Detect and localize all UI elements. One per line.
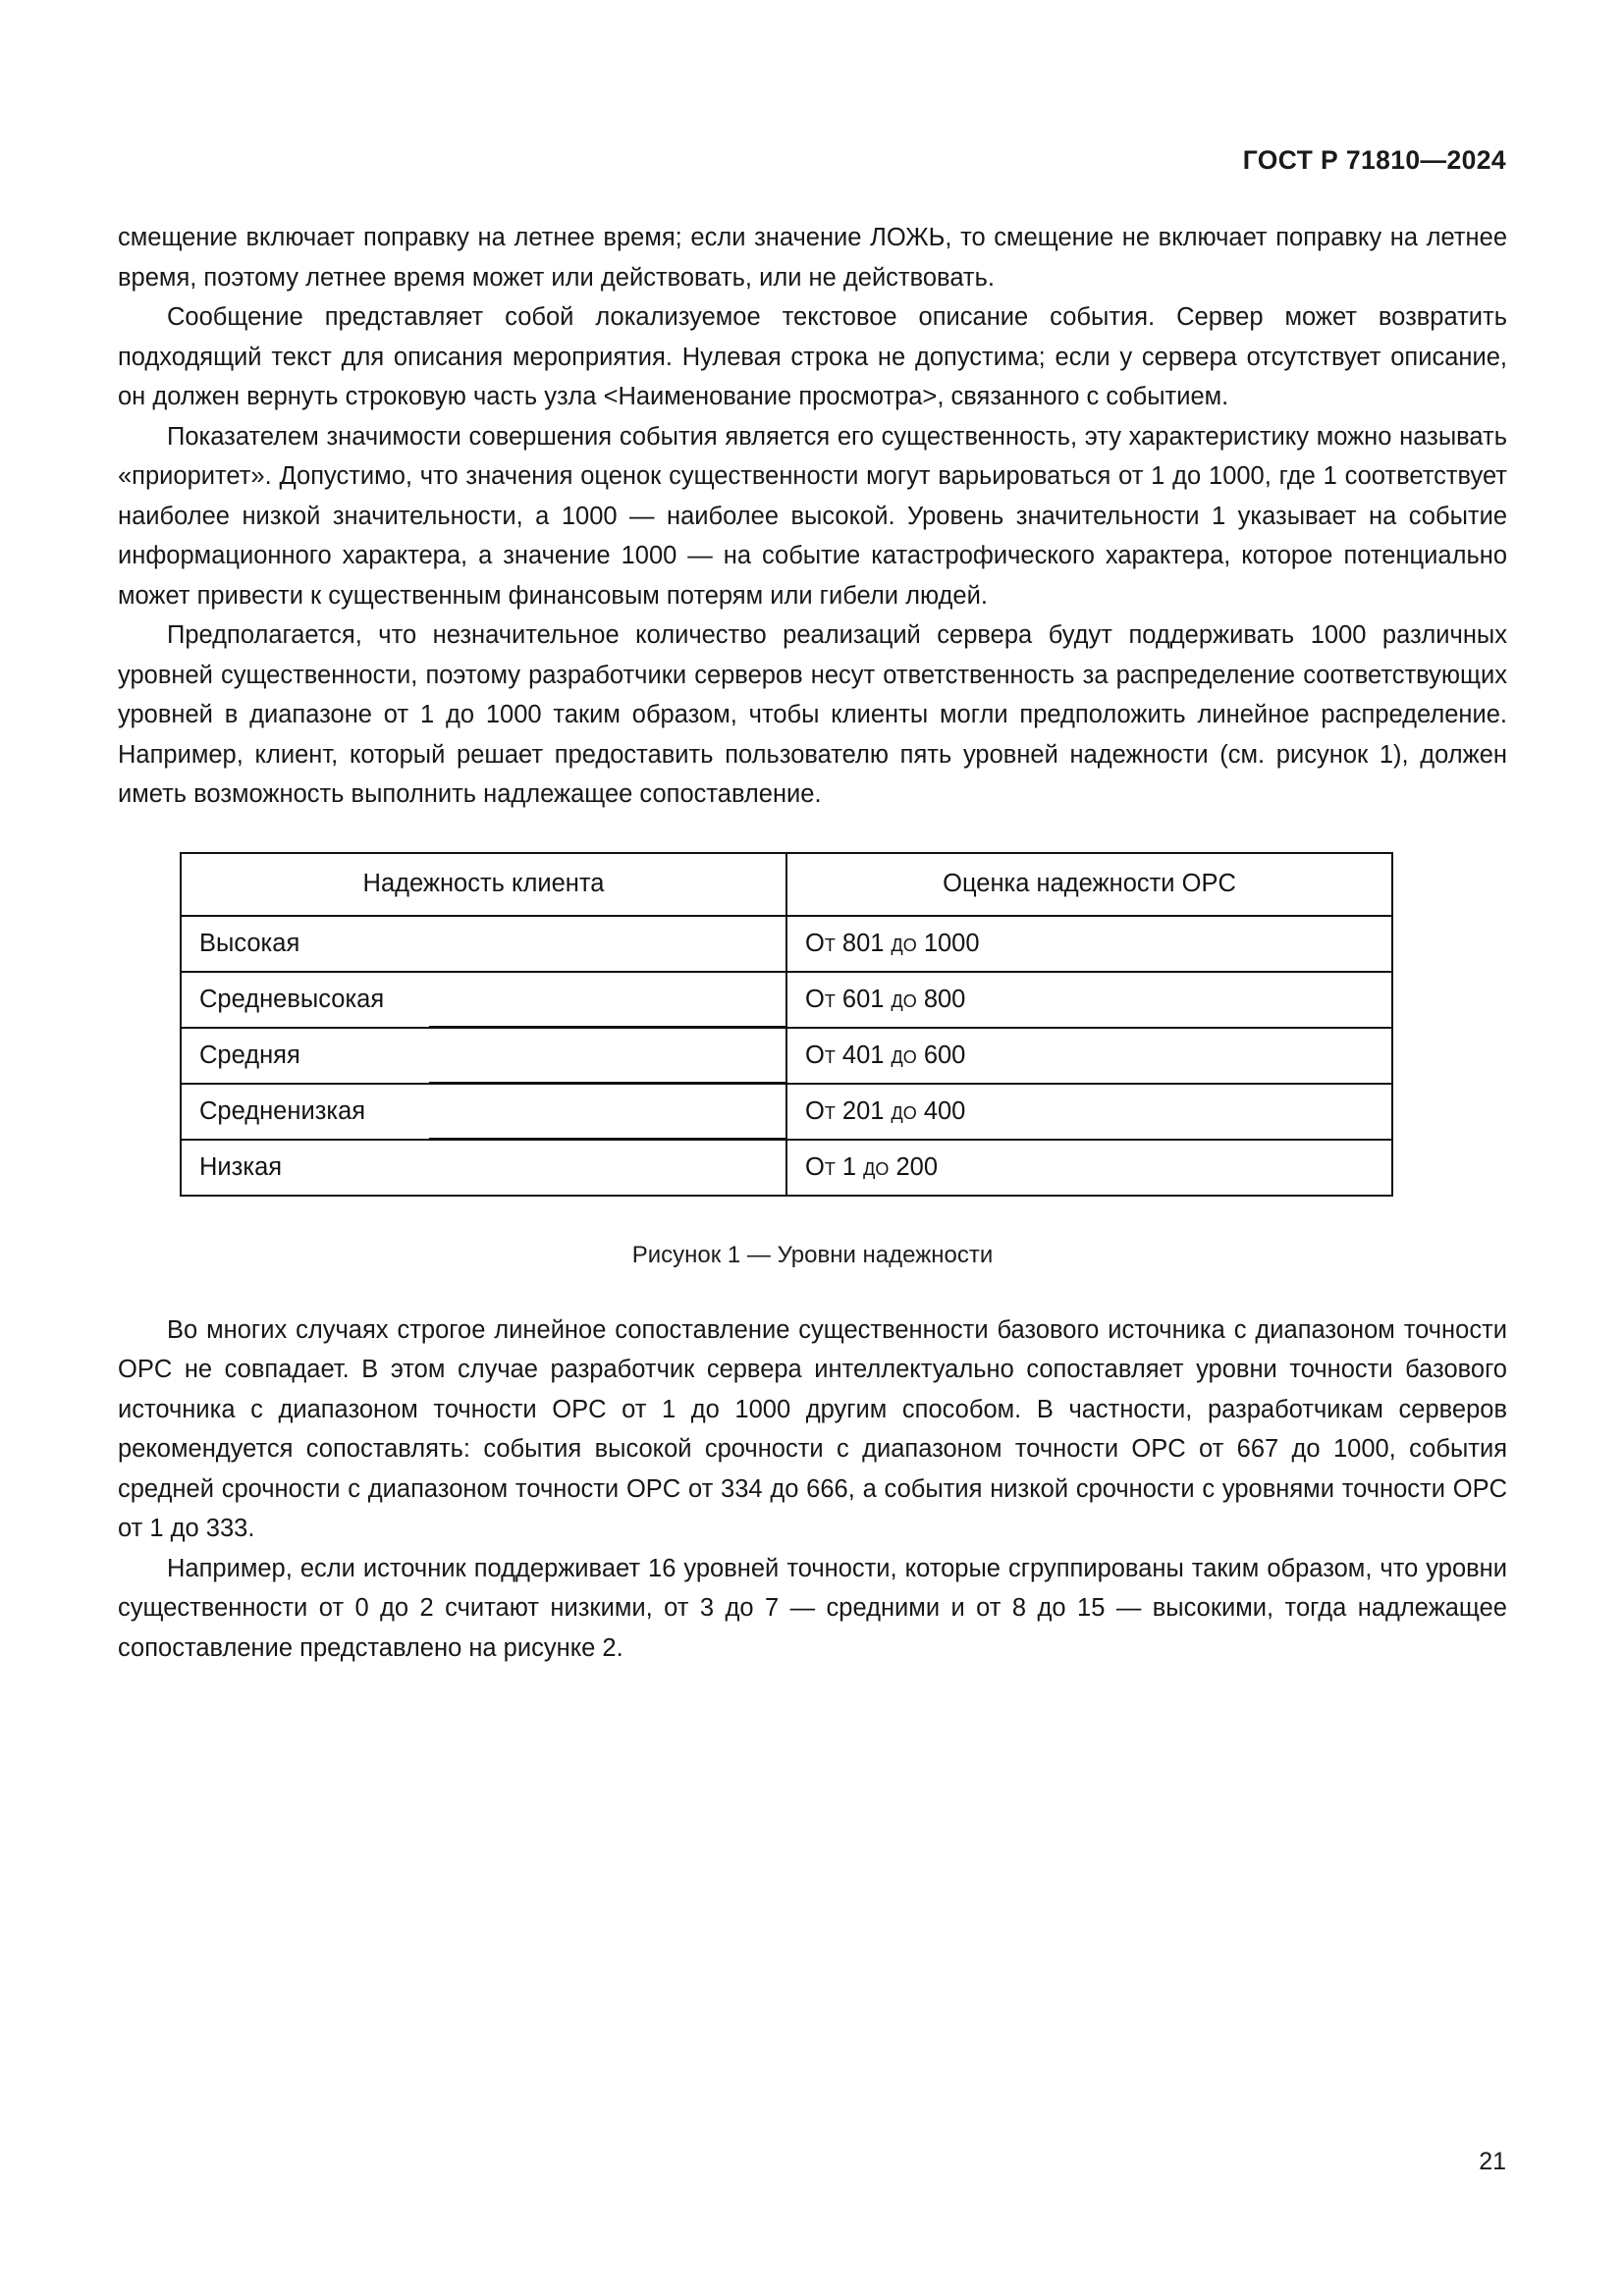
page-content: [118, 218, 1507, 1668]
cell-level-name: Средневысокая: [181, 972, 786, 1028]
paragraph-linear-mapping: Во многих случаях строгое линейное сопоставление существенности базового источника с диапазоном точности OPC не совпадает. В этом случае разработчик сервера интеллектуально сопоставляет уровни точности базового источника с диапазоном точности OPC от 1 до 1000 другим способом. В частности, разработчикам серверов рекомендуется сопоставлять: события высокой срочности с диапазоном точности OPC от 667 до 1000, события средней срочности с диапазоном точности OPC от 334 до 666, а события низкой срочности с уровнями точности OPC от 1 до 333.: [118, 1315, 1507, 1542]
figure-caption: Рисунок 1 — Уровни надежности: [631, 1241, 994, 1268]
column-header-client-reliability: Надежность клиента: [181, 853, 786, 916]
cell-level-name: Низкая: [181, 1140, 786, 1196]
cell-level-name: Высокая: [181, 916, 786, 972]
post-figure-text: [118, 1310, 1507, 1669]
cell-level-name: Средняя: [181, 1028, 786, 1084]
cell-level-range: От 801 до 1000: [786, 916, 1392, 972]
cell-level-range: От 201 до 400: [786, 1084, 1392, 1140]
table-row: [181, 972, 1392, 1028]
paragraph-severity-indicator: Показателем значимости совершения события является его существенность, эту характеристику можно называть «приоритет». Допустимо, что значения оценок существенности могут варьироваться от 1 до 1000, где 1 соответствует наиболее низкой значительности, а 1000 — наиболее высокой. Уровень значительности 1 указывает на событие информационного характера, а значение 1000 — на событие катастрофического характера, которое потенциально может привести к существенным финансовым потерям или гибели людей.: [118, 422, 1507, 610]
cell-level-name: Средненизкая: [181, 1084, 786, 1140]
paragraph-message-description: Сообщение представляет собой локализуемое текстовое описание события. Сервер может возвратить подходящий текст для описания мероприятия. Нулевая строка не допустима; если у сервера отсутствует описание, он должен вернуть строковую часть узла <Наименование просмотра>, связанного с событием.: [118, 303, 1507, 410]
paragraph-sixteen-levels-example: Например, если источник поддерживает 16 уровней точности, которые сгруппированы таким образом, что уровни существенности от 0 до 2 считают низкими, от 3 до 7 — средними и от 8 до 15 — высокими, тогда надлежащее сопоставление представлено на рисунке 2.: [118, 1554, 1507, 1662]
table-row: [181, 1084, 1392, 1140]
table-header-row: [181, 853, 1392, 916]
table-row: [181, 916, 1392, 972]
figure-1: [118, 852, 1507, 1269]
table-row: [181, 1028, 1392, 1084]
column-header-opc-reliability-rating: Оценка надежности OPC: [786, 853, 1392, 916]
cell-level-range: От 601 до 800: [786, 972, 1392, 1028]
reliability-levels-table: [180, 852, 1393, 1197]
page-number: 21: [1479, 2148, 1506, 2175]
paragraph-continued: смещение включает поправку на летнее время; если значение ЛОЖЬ, то смещение не включает поправку на летнее время, поэтому летнее время может или действовать, или не действовать.: [118, 224, 1507, 292]
cell-level-range: От 401 до 600: [786, 1028, 1392, 1084]
paragraph-server-implementations: Предполагается, что незначительное количество реализаций сервера будут поддерживать 1000 различных уровней существенности, поэтому разработчики серверов несут ответственность за распределение соответствующих уровней в диапазоне от 1 до 1000 таким образом, чтобы клиенты могли предположить линейное распределение. Например, клиент, который решает предоставить пользователю пять уровней надежности (см. рисунок 1), должен иметь возможность выполнить надлежащее сопоставление.: [118, 621, 1507, 808]
table-row: [181, 1140, 1392, 1196]
cell-level-range: От 1 до 200: [786, 1140, 1392, 1196]
running-header-standard-ref: ГОСТ Р 71810—2024: [1242, 145, 1506, 175]
